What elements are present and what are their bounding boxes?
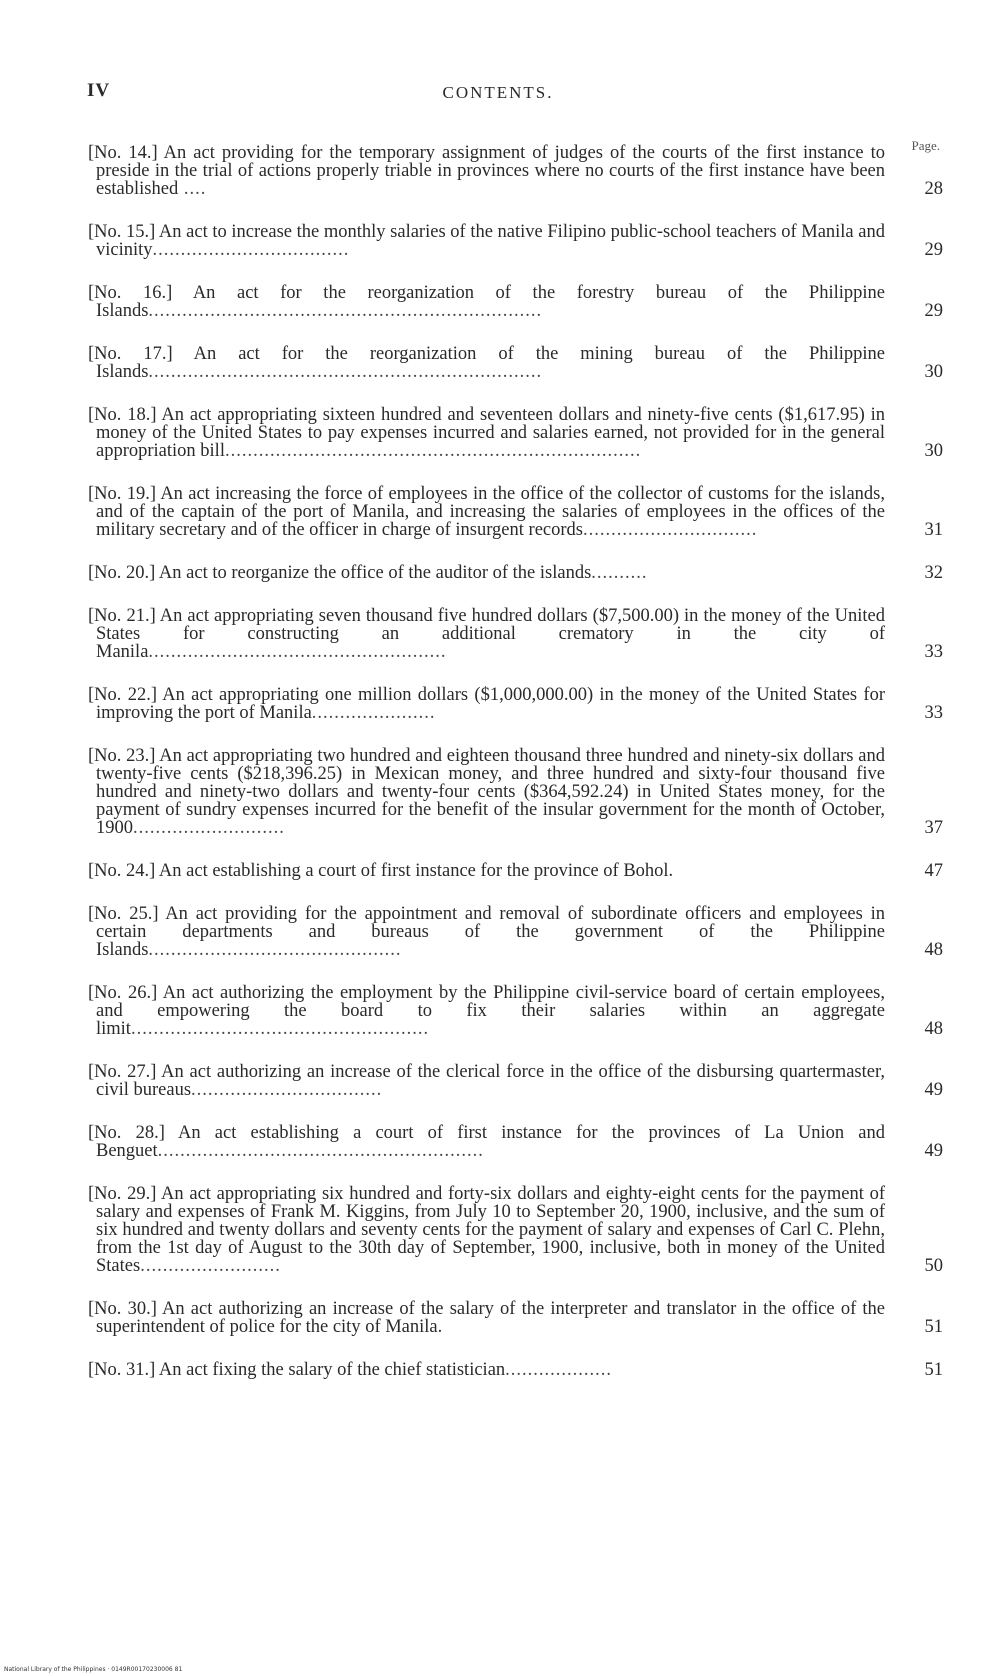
scan-footer: National Library of the Philippines · 0149R00170230006 81	[4, 1666, 183, 1673]
entry-text: [No. 30.] An act authorizing an increase of the salary of the interpreter and translator in the office of the superintendent of police for the city of Manila.	[88, 1299, 885, 1337]
leader-dots: ......................................................................	[148, 301, 543, 321]
running-head-title: CONTENTS.	[442, 83, 554, 102]
contents-entry-22	[88, 686, 943, 722]
entry-page: 51	[924, 1360, 943, 1380]
entry-page: 28	[924, 179, 943, 199]
entry-page: 32	[924, 563, 943, 583]
entry-text: [No. 25.] An act providing for the appointment and removal of subordinate officers and employees in certain departments and bureaus of the government of the Philippine Islands	[88, 904, 885, 960]
entry-text: [No. 31.] An act fixing the salary of the chief statistician	[88, 1360, 506, 1380]
entry-text: [No. 28.] An act establishing a court of first instance for the provinces of La Union and Benguet	[88, 1123, 885, 1161]
contents-entry-18	[88, 406, 943, 460]
contents-entry-20	[88, 564, 943, 582]
leader-dots: ......................................................................	[148, 362, 543, 382]
contents-entry-14	[88, 144, 943, 198]
contents-entry-19	[88, 485, 943, 539]
entry-page: 47	[924, 861, 943, 881]
entry-text: [No. 18.] An act appropriating sixteen hundred and seventeen dollars and ninety-five cents ($1,617.95) in money of the United States to pay expenses incurred and salaries earned, not provided for in the general appropriation bill	[88, 405, 885, 461]
leader-dots: .....................................................	[148, 642, 447, 662]
entry-text: [No. 27.] An act authorizing an increase of the clerical force in the office of the disbursing quartermaster, civil bureaus	[88, 1062, 885, 1100]
page-number: IV	[87, 80, 111, 101]
entry-page: 50	[924, 1256, 943, 1276]
leader-dots: ..................................	[191, 1080, 383, 1100]
contents-entry-23	[88, 747, 943, 837]
leader-dots: ...................................	[152, 240, 350, 260]
entry-text: [No. 29.] An act appropriating six hundred and forty-six dollars and eighty-eight cents for the payment of salary and expenses of Frank M. Kiggins, from July 10 to September 20, 1900, inclusive, and the sum of six hundred and twenty dollars and seventy cents for the payment of salary and expenses of Carl C. Plehn, from the 1st day of August to the 30th day of September, 1900, inclusive, both in money of the United States	[88, 1184, 885, 1276]
contents-entry-29	[88, 1185, 943, 1275]
entry-page: 33	[924, 703, 943, 723]
leader-dots: .....................................................	[130, 1019, 430, 1039]
contents-entry-17	[88, 345, 943, 381]
contents-entry-30	[88, 1300, 943, 1336]
entry-page: 51	[924, 1317, 943, 1337]
entry-text: [No. 26.] An act authorizing the employment by the Philippine civil-service board of certain employees, and empowering the board to fix their salaries within an aggregate limit	[88, 983, 885, 1039]
leader-dots: ..........	[591, 563, 648, 583]
leader-dots: ......................	[311, 703, 436, 723]
contents-entry-31	[88, 1361, 943, 1379]
contents-entry-15	[88, 223, 943, 259]
entry-page: 49	[924, 1141, 943, 1161]
contents-entry-16	[88, 284, 943, 320]
entry-page: 30	[924, 362, 943, 382]
contents-entry-26	[88, 984, 943, 1038]
leader-dots: ..........................................................	[157, 1141, 484, 1161]
leader-dots: ...........................	[133, 818, 285, 838]
entry-text: [No. 21.] An act appropriating seven thousand five hundred dollars ($7,500.00) in the money of the United States for constructing an additional crematory in the city of Manila	[88, 606, 885, 662]
entry-page: 37	[924, 818, 943, 838]
entry-page: 29	[924, 301, 943, 321]
contents-list	[88, 144, 943, 1404]
entry-text: [No. 15.] An act to increase the monthly salaries of the native Filipino public-school teachers of Manila and vicinity	[88, 222, 885, 260]
entry-text: [No. 22.] An act appropriating one million dollars ($1,000,000.00) in the money of the United States for improving the port of Manila	[88, 685, 885, 723]
entry-text: [No. 20.] An act to reorganize the office of the auditor of the islands	[88, 563, 592, 583]
contents-entry-21	[88, 607, 943, 661]
page-column-label: Page.	[911, 138, 940, 153]
contents-entry-27	[88, 1063, 943, 1099]
entry-text: [No. 24.] An act establishing a court of first instance for the province of Bohol.	[88, 861, 674, 881]
entry-page: 29	[924, 240, 943, 260]
leader-dots: ....	[178, 179, 207, 199]
entry-text: [No. 16.] An act for the reorganization of the forestry bureau of the Philippine Islands	[88, 283, 885, 321]
entry-text: [No. 17.] An act for the reorganization of the mining bureau of the Philippine Islands	[88, 344, 885, 382]
entry-text: [No. 14.] An act providing for the temporary assignment of judges of the courts of the first instance to preside in the trial of actions properly triable in provinces where no courts of the first instance have been established	[88, 143, 885, 199]
entry-page: 49	[924, 1080, 943, 1100]
contents-entry-28	[88, 1124, 943, 1160]
leader-dots: ..........................................................................	[224, 441, 642, 461]
leader-dots: ...............................	[582, 520, 758, 540]
contents-entry-24	[88, 862, 943, 880]
entry-text: [No. 23.] An act appropriating two hundred and eighteen thousand three hundred and ninety-six dollars and twenty-five cents ($218,396.25) in Mexican money, and three hundred and sixty-four thousand five hundred and ninety-two dollars and twenty-four cents ($364,592.24) in United States money, for the payment of sundry expenses incurred for the benefit of the insular government for the month of October, 1900	[88, 746, 885, 838]
entry-text: [No. 19.] An act increasing the force of employees in the office of the collector of customs for the islands, and of the captain of the port of Manila, and increasing the salaries of employees in the offices of the military secretary and of the officer in charge of insurgent records	[88, 484, 885, 540]
entry-page: 30	[924, 441, 943, 461]
leader-dots: ...................	[505, 1360, 613, 1380]
leader-dots: .........................	[140, 1256, 281, 1276]
contents-entry-25	[88, 905, 943, 959]
entry-page: 48	[924, 1019, 943, 1039]
leader-dots: .............................................	[148, 940, 402, 960]
entry-page: 31	[924, 520, 943, 540]
entry-page: 33	[924, 642, 943, 662]
entry-page: 48	[924, 940, 943, 960]
